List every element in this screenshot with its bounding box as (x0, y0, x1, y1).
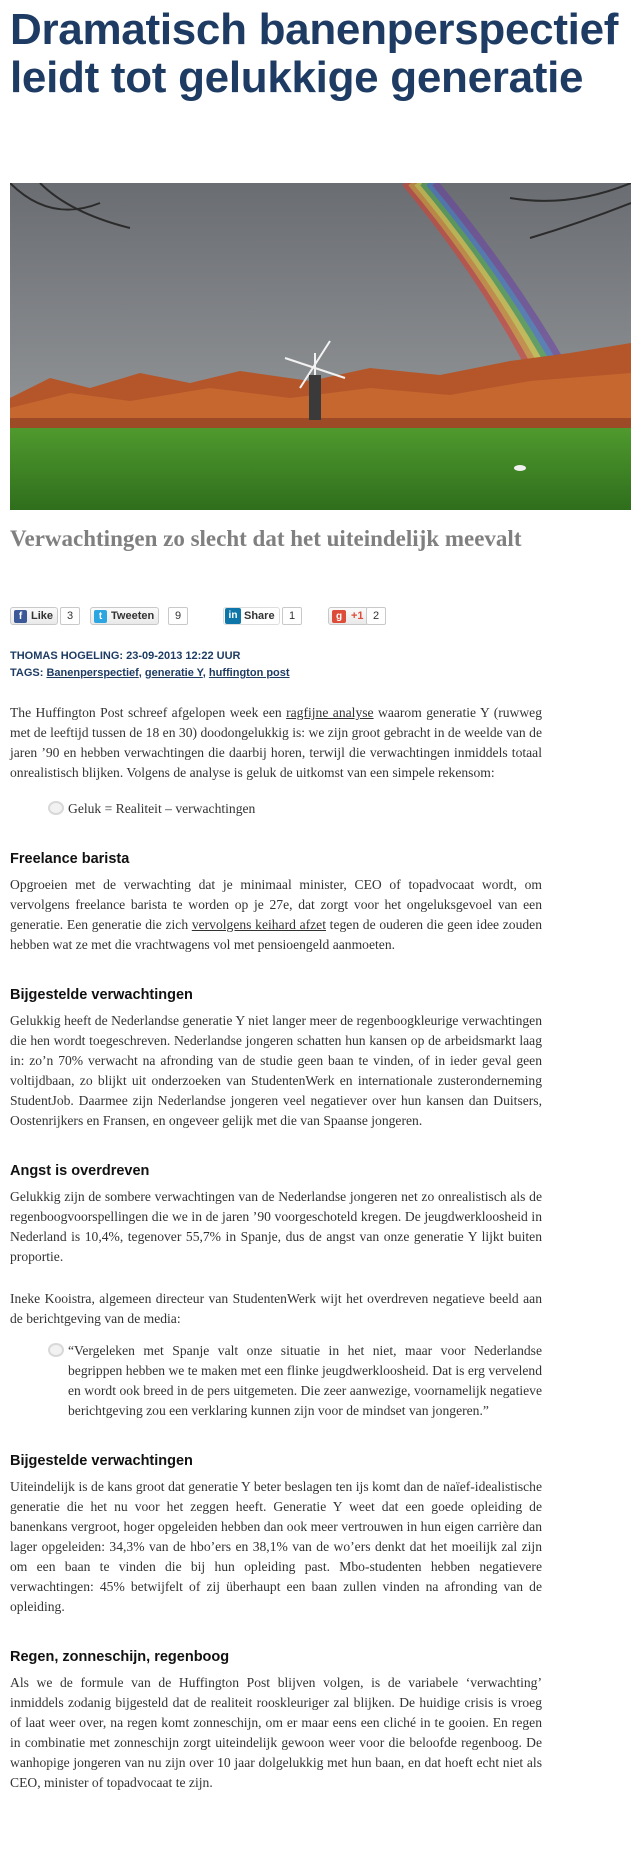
section-heading: Angst is overdreven (10, 1163, 150, 1179)
paragraph: Als we de formule van de Huffington Post blijven volgen, is de variabele ‘verwachting’ inmiddels zodanig bijgesteld dat de realiteit rooskleuriger zal blijken. De huidige crisis is vroeg of laat weer over, na regen komt zonneschijn, om er maar eens een cliché in te gooien. En regen in combinatie met zonneschijn zorgt uiteindelijk gewoon weer voor die beloofde regenboog. De wanhopige jongeren van nu zijn over 10 jaar dolgelukkig met hun baan, en dat hoeft echt niet als CEO, minister of topadvocaat te zijn. (10, 1675, 542, 1790)
linkedin-share-button[interactable] (223, 607, 280, 625)
intro-text-continued: waarom generatie Y (ruwweg met de leeftijd tussen de 18 en 30) doodongelukkig is: we zijn groot gebracht in de weelde van de jaren ’90 en hebben verwachtingen die daarbij horen, terwijl die verwachtingen inmiddels totaal onrealistisch blijken. Volgens de analyse is geluk de uitkomst van een simpele rekensom: (10, 705, 543, 780)
quote-bubble-icon (48, 801, 64, 815)
twitter-icon: t (94, 610, 107, 623)
twitter-tweet-count: 9 (168, 607, 188, 625)
facebook-icon: f (14, 610, 27, 623)
linkedin-share-label: Share (244, 610, 275, 622)
byline: THOMAS HOGELING: 23-09-2013 12:22 UUR (10, 650, 241, 662)
paragraph: Gelukkig zijn de sombere verwachtingen van de Nederlandse jongeren net zo onrealistisch als de regenboogvoorspellingen die we in de jaren ’90 voorgeschoteld kregen. De jeugdwerkloosheid in Nederland is 10,4%, tegenover 55,7% in Spanje, dus de angst van onze generatie Y lijkt buiten proportie. (10, 1189, 542, 1264)
quote-bubble-icon (48, 1343, 64, 1357)
blockquote (48, 1341, 542, 1421)
paragraph (10, 875, 542, 955)
paragraph: Ineke Kooistra, algemeen directeur van StudentenWerk wijt het overdreven negatieve beeld aan de berichtgeving van de media: (10, 1291, 542, 1326)
analysis-link[interactable]: ragfijne analyse (286, 705, 374, 720)
hero-image (10, 183, 631, 510)
paragraph-text-continued: tegen de ouderen die geen idee zouden hebben wat ze met die vrachtwagens vol met pensioengeld aanmoeten. (10, 917, 542, 952)
intro-paragraph (10, 703, 542, 783)
google-plus-button[interactable] (328, 607, 369, 625)
linkedin-share-count: 1 (282, 607, 302, 625)
facebook-like-count: 3 (60, 607, 80, 625)
tag-link[interactable]: huffington post (208, 667, 290, 679)
section-heading: Bijgestelde verwachtingen (10, 1453, 193, 1469)
article-body (10, 703, 542, 1815)
tag-list: TAGS: Banenperspectief, generatie Y, huffington post (10, 667, 290, 679)
quote-text: “Vergeleken met Spanje valt onze situatie in het niet, maar voor Nederlandse begrippen hebben we te maken met een flinke jeugdwerkloosheid. Dat is erg vervelend en wordt ook breed in de pers uitgemeten. Die zeer aanwezige, voornamelijk negatieve berichtgeving zou een verklaring kunnen zijn voor de mindset van jongeren.” (68, 1343, 542, 1418)
article-meta (10, 648, 610, 682)
facebook-like-button[interactable] (10, 607, 58, 625)
afzet-link[interactable]: vervolgens keihard afzet (191, 917, 326, 932)
paragraph: Gelukkig heeft de Nederlandse generatie Y niet langer meer de regenboogkleurige verwachtingen die hen wordt toegeschreven. Nederlandse jongeren schatten hun kansen op de arbeidsmarkt laag in: zo’n 70% verwacht na afronding van de studie geen baan te vinden, of in ieder geval geen voltijdbaan, zo blijkt uit onderzoeken van StudentenWerk en internationale zusteronderneming StudentJob. Daarmee zijn Nederlandse jongeren veel negatiever over hun kansen dan Duitsers, Oostenrijkers en Fransen, en ongeveer gelijk met die van Spaanse jongeren. (10, 1013, 542, 1128)
article-title: Dramatisch banenperspectief leidt tot gelukkige generatie (10, 5, 619, 102)
twitter-tweet-label: Tweeten (111, 610, 155, 622)
intro-text: The Huffington Post schreef afgelopen week een (10, 705, 287, 720)
section-heading: Regen, zonneschijn, regenboog (10, 1649, 230, 1665)
facebook-like-label: Like (31, 610, 54, 622)
section-heading: Bijgestelde verwachtingen (10, 987, 193, 1003)
google-plus-icon: g (332, 610, 346, 623)
google-plus-count: 2 (366, 607, 386, 625)
section-heading: Freelance barista (10, 851, 130, 867)
tag-link[interactable]: Banenperspectief (46, 667, 139, 679)
linkedin-icon: in (225, 608, 241, 624)
paragraph-text: Opgroeien met de verwachting dat je minimaal minister, CEO of topadvocaat wordt, om vervolgens freelance barista te worden op je 27e, dat zorgt voor het ongeluksgevoel van een generatie. Een generatie die zich (10, 877, 542, 932)
paragraph: Uiteindelijk is de kans groot dat generatie Y beter beslagen ten ijs komt dan de naïef-idealistische generatie die het nu voor het zeggen heeft. Generatie Y weet dat een goede opleiding de banenkans vergroot, hoger opgeleiden hebben dan ook meer vertrouwen in hun eigen carrière dan lager opgeleiden: 34,3% van de hbo’ers en 38,1% van de wo’ers denkt dat het moeilijk zal zijn om een baan te vinden die bij hun opleiding past. Mbo-studenten hebben negatievere verwachtingen: 45% betwijfelt of zij überhaupt een baan zullen vinden na afronding van de opleiding. (10, 1479, 542, 1614)
social-share-bar (10, 607, 630, 629)
tag-link[interactable]: generatie Y (144, 667, 203, 679)
tags-label: TAGS: (10, 667, 44, 679)
google-plus-label: +1 (351, 610, 364, 622)
formula-block (48, 799, 542, 819)
formula-text: Geluk = Realiteit – verwachtingen (68, 801, 256, 816)
twitter-tweet-button[interactable] (90, 607, 159, 625)
article-subtitle: Verwachtingen zo slecht dat het uiteindelijk meevalt (10, 526, 522, 551)
